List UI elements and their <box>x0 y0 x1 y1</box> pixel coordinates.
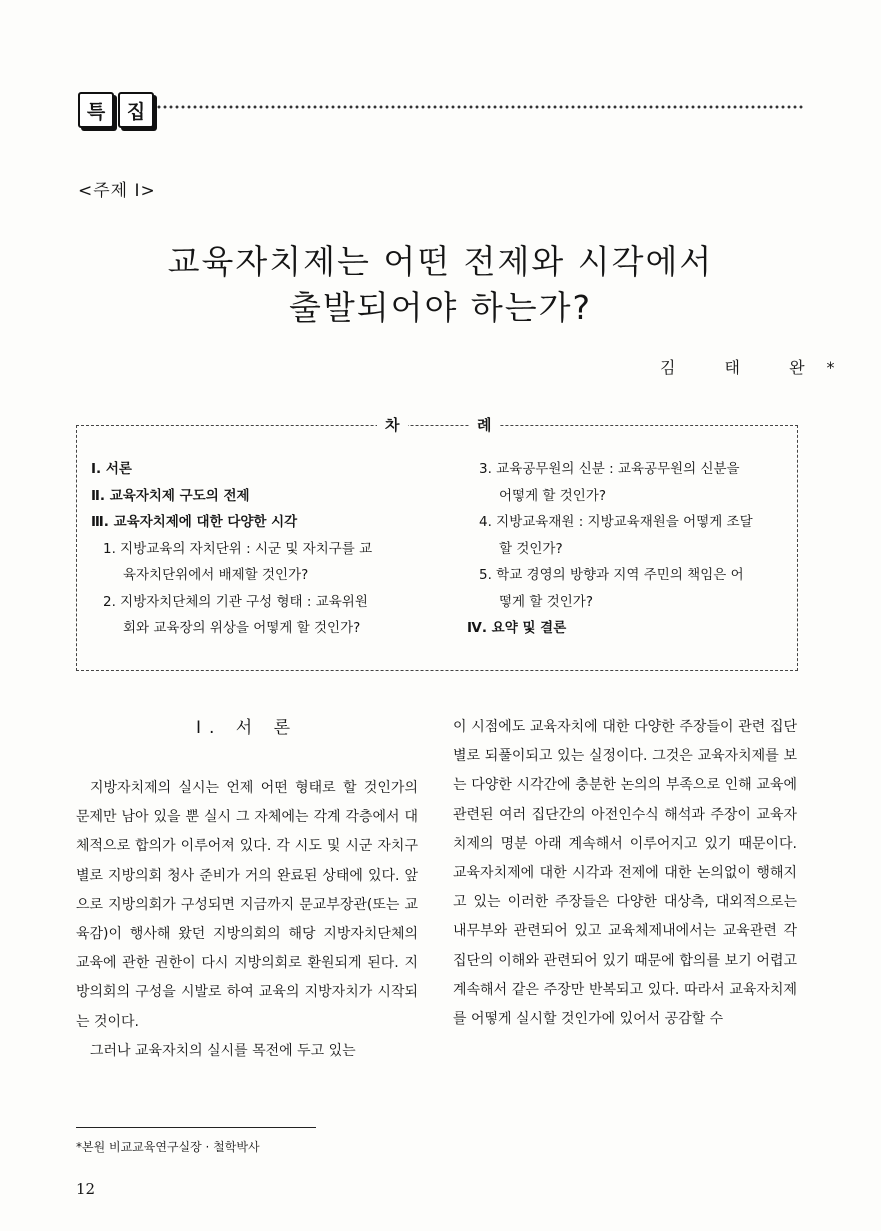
toc-item: 2. 지방자치단체의 기관 구성 형태 : 교육위원 <box>103 593 368 610</box>
article-title-line-2: 출발되어야 하는가? <box>288 288 593 327</box>
badge-char-2: 집 <box>118 92 154 128</box>
toc-item: 1. 지방교육의 자치단위 : 시군 및 자치구를 교 <box>103 540 373 557</box>
toc-item: 3. 교육공무원의 신분 : 교육공무원의 신분을 <box>479 461 740 477</box>
decorative-dotted-rule <box>156 104 804 110</box>
toc-heading-right: 례 <box>469 414 500 434</box>
toc-right-column <box>467 456 787 642</box>
badge-char-1: 특 <box>78 92 114 128</box>
footnote-rule <box>76 1127 316 1128</box>
author-footnote: *본원 비교교육연구실장 · 철학박사 <box>76 1140 260 1154</box>
article-title-line-1: 교육자치제는 어떤 전제와 시각에서 <box>167 242 714 281</box>
page-number: 12 <box>76 1180 96 1198</box>
subject-label: <주제 Ⅰ> <box>78 181 156 201</box>
toc-item: 어떻게 할 것인가? <box>499 487 607 504</box>
toc-item: 할 것인가? <box>499 540 563 557</box>
toc-item: Ⅰ. 서론 <box>91 461 132 477</box>
toc-item: 회와 교육장의 위상을 어떻게 할 것인가? <box>123 620 361 636</box>
body-paragraph: 지방자치제의 실시는 언제 어떤 형태로 할 것인가의 문제만 남아 있을 뿐 실시 그 자체에는 각계 각층에서 대체적으로 합의가 이루어져 있다. 각 시도 및 시군 자치구별로 지방의회 청사 준비가 거의 완료된 상태에 있다. 앞으로 지방의회가 구성되면 지금까지 문교부장관(또는 교육감)이 행사해 왔던 지방의회의 해당 지방자치단체의 교육에 관한 권한이 다시 지방의회로 환원되게 된다. 지방의회의 구성을 시발로 하여 교육의 지방자치가 시작되는 것이다. <box>76 780 418 1030</box>
toc-item: Ⅳ. 요약 및 결론 <box>467 620 567 636</box>
toc-item: 떻게 할 것인가? <box>499 593 593 610</box>
table-of-contents <box>76 416 798 671</box>
body-paragraph: 그러나 교육자치의 실시를 목전에 두고 있는 <box>90 1042 356 1059</box>
toc-item: 육자치단위에서 배제할 것인가? <box>123 567 309 583</box>
section-heading-introduction: Ⅰ. 서 론 <box>195 718 299 738</box>
toc-heading-left: 차 <box>377 414 408 434</box>
body-left-column <box>76 774 418 1066</box>
toc-item: 4. 지방교육재원 : 지방교육재원을 어떻게 조달 <box>479 514 753 530</box>
body-paragraph: 이 시점에도 교육자치에 대한 다양한 주장들이 관련 집단별로 되풀이되고 있는 실정이다. 그것은 교육자치제를 보는 다양한 시각간에 충분한 논의의 부족으로 인해 교육에 관련된 여러 집단간의 아전인수식 해석과 주장이 교육자치제의 명분 아래 계속해서 이루어지고 있기 때문이다. 교육자치제에 대한 시각과 전제에 대한 논의없이 행해지고 있는 이러한 주장들은 다양한 대상측, 대외적으로는 내무부와 관련되어 있고 교육체제내에서는 교육관련 각 집단의 이해와 관련되어 있기 때문에 합의를 보기 어렵고 계속해서 같은 주장만 반복되고 있다. 따라서 교육자치제를 어떻게 실시할 것인가에 있어서 공감할 수 <box>453 719 797 1028</box>
body-right-column <box>453 713 797 1034</box>
toc-item: 5. 학교 경영의 방향과 지역 주민의 책임은 어 <box>479 567 744 583</box>
special-feature-badge <box>78 92 154 128</box>
toc-item: Ⅱ. 교육자치제 구도의 전제 <box>91 487 250 504</box>
toc-left-column <box>91 456 436 642</box>
toc-item: Ⅲ. 교육자치제에 대한 다양한 시각 <box>91 514 298 530</box>
author-name: 김 태 완* <box>660 358 857 377</box>
